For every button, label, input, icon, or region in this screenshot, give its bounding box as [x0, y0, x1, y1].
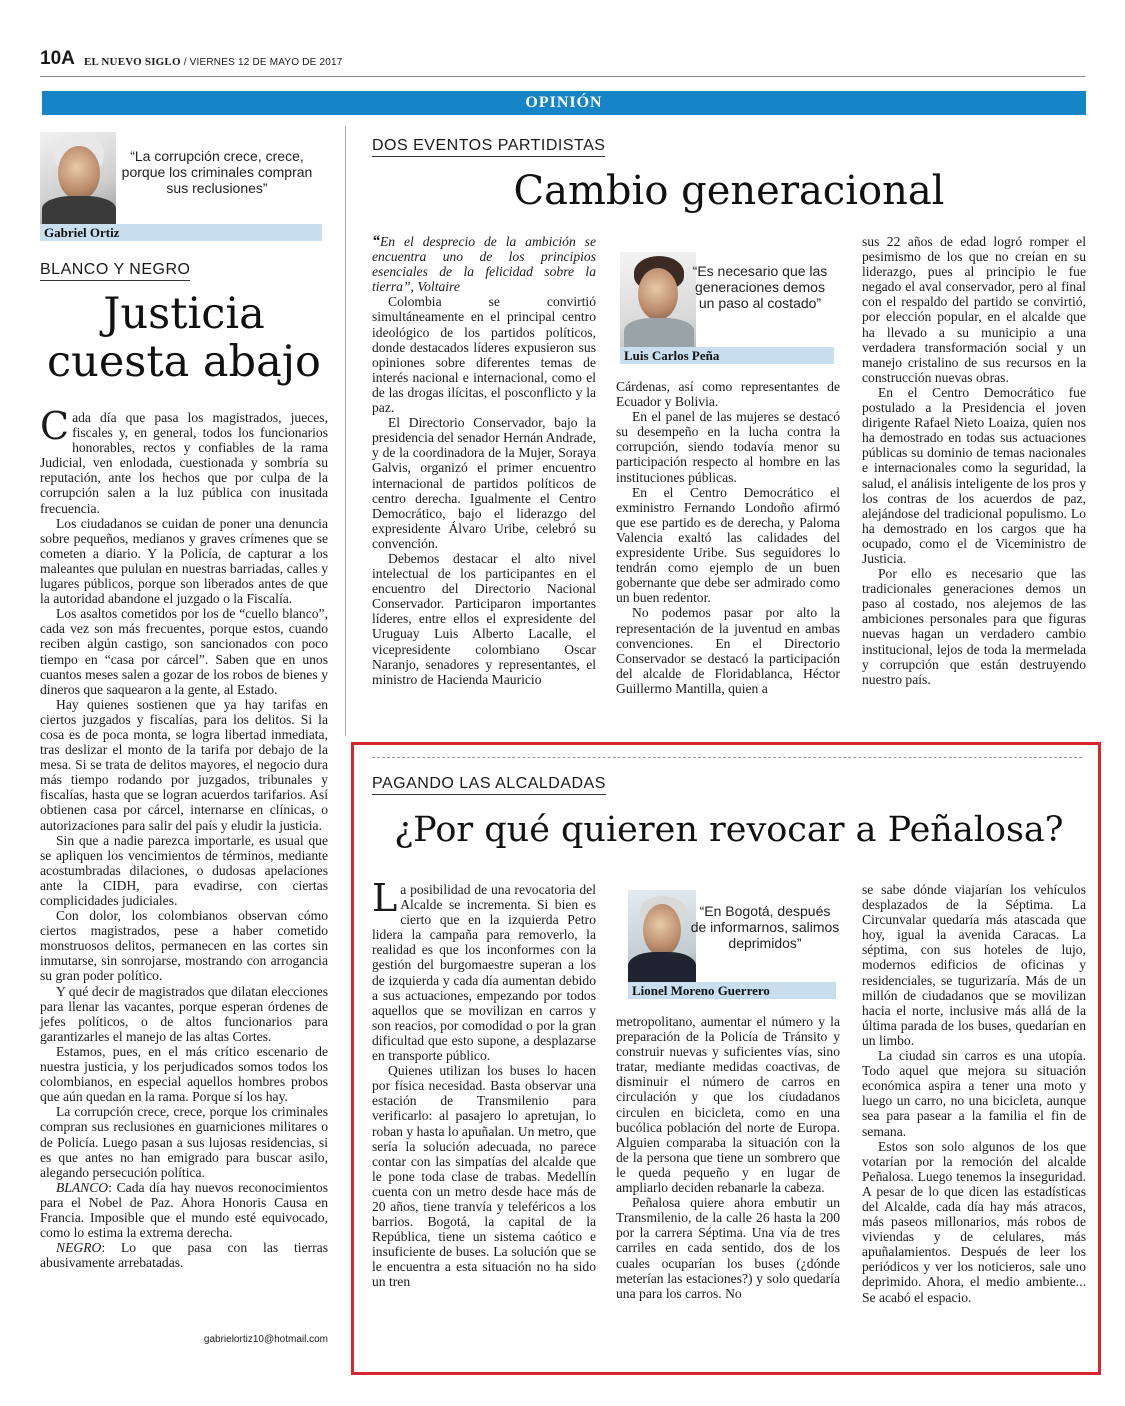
article-cambio-col1 — [372, 234, 596, 687]
paper-name: EL NUEVO SIGLO — [84, 56, 181, 68]
negro-text: : Lo que pasa con las tierras abusivamente arrebatadas. — [40, 1240, 328, 1271]
author-photo-luis — [620, 252, 696, 348]
negro-label: NEGRO — [56, 1240, 102, 1256]
paragraph: Con dolor, los colombianos observan cómo ciertos magistrados, pese a haber cometido monstruosos delitos, permanecen en las cortes sin inmutarse, sin sonrojarse, mostrando con arrogancia su gran poder político. — [40, 908, 328, 984]
shirt-shape — [624, 318, 694, 348]
paragraph: Los ciudadanos se cuidan de poner una denuncia sobre pequeños, medianos y graves crímenes que se cometen a diario. Y la Policía, de capturar a los maleantes que pululan en nuestras barriadas, calles y lugares públicos, porque son liberados antes de que la autoridad abandone el juzgado o la Fiscalía. — [40, 515, 328, 607]
paragraph: El Directorio Conservador, bajo la presidencia del senador Hernán Andrade, y de la coordinadora de la Mujer, Soraya Galvis, organizó el primer encuentro internacional de partidos políticos de centro derecha. Igualmente el Centro Democrático, bajo el liderazgo del expresidente Álvaro Uribe, celebró su convención. — [372, 415, 596, 551]
paragraph-blanco — [40, 1180, 328, 1240]
box-dashed-rule — [372, 757, 1082, 758]
paragraph: Debemos destacar el alto nivel intelectual de los participantes en el encuentro del Directorio Nacional Conservador. Participaron importantes líderes, entre ellos el expresidente del Uruguay Luis Alberto Lacalle, el vicepresidente colombiano Oscar Naranjo, senadores y representantes, el ministro de Hacienda Mauricio — [372, 550, 596, 687]
kicker-blanco-negro: BLANCO Y NEGRO — [40, 261, 190, 281]
paragraph: En el Centro Democrático fue postulado a la Presidencia el joven dirigente Rafael Nieto Loaiza, quien nos ha demostrado en todas sus actuaciones públicas su dominio de temas nacionales e internacionales como la seguridad, la salud, el análisis inteligente de los pros y los contras de los acuerdos de paz, alejándose del tradicional populismo. Lo ha demostrado en los cargos que ha ocupado, como el de Viceministro de Justicia. — [862, 384, 1086, 566]
paragraph: La corrupción crece, crece, porque los criminales compran sus reclusiones en guarniciones militares o de Policía. Luego pasan a sus lujosas residencias, si es que antes no han emigrado para buscar asilo, alegando persecución política. — [40, 1104, 328, 1180]
paragraph: No podemos pasar por alto la representación de la juventud en ambas convenciones. En el Directorio Conservador se destacó la participación del alcalde de Floridablanca, Héctor Guillermo Mantilla, quien a — [616, 605, 840, 696]
blanco-label: BLANCO — [56, 1179, 109, 1195]
paragraph: se sabe dónde viajarían los vehículos desplazados de la Séptima. La Circunvalar quedaría más atascada que hoy, igual la avenida Caracas. La séptima, con sus hoteles de lujo, modernos edificios de oficinas y residenciales, se tugurizaría. Más de un millón de ciudadanos que se movilizan hacia el norte, inclusive más allá de la última parada de los buses, quedarían en un limbo. — [862, 882, 1086, 1048]
author-email-link[interactable]: gabrielortiz10@hotmail.com — [203, 1334, 328, 1345]
paragraph: Colombia se convirtió simultáneamente en el principal centro ideológico de los partidos políticos, donde destacados líderes expusieron sus opiniones sobre diferentes temas de interés nacional e internacional, como el de las drogas ilícitas, el posconflicto y la paz. — [372, 294, 596, 416]
page-number: 10A — [40, 48, 75, 69]
face-shape — [643, 904, 681, 956]
epigraph-text: En el desprecio de la ambición se encuentra uno de los principios esenciales de la felicidad sobre la tierra”, Voltaire — [372, 234, 596, 295]
author-photo-lionel — [628, 890, 696, 982]
author-name-lionel: Lionel Moreno Guerrero — [628, 982, 836, 999]
masthead — [84, 56, 343, 68]
article-justicia-body — [40, 404, 328, 1271]
kicker-dos-eventos: DOS EVENTOS PARTIDISTAS — [372, 137, 605, 157]
dropcap: L — [372, 876, 398, 920]
paragraph: En el Centro Democrático el exministro Fernando Londoño afirmó que ese partido es de derecha, y Paloma Valencia exaltó las calidades del expresidente Uribe. Sus seguidores lo tendrán como ejemplo de un buen gobernante que debe ser admirado como un buen redentor. — [616, 484, 840, 606]
paragraph: Sin que a nadie parezca importarle, es usual que se apliquen los vencimientos de términos, mediante acostumbradas dilaciones, o dudosas apelaciones ante la CIDH, para evadirse, con ciertas complicidades judiciales. — [40, 832, 328, 908]
article-penalosa-col1 — [372, 876, 596, 1290]
paragraph — [40, 404, 328, 516]
paragraph-text: ada día que pasa los magistrados, jueces, fiscales y, en general, todos los funcionarios honorables, rectos y confiables de la rama Judicial, ven enlodada, cuestionada y sombría su reputación, ante los hechos que por culpa de la corrupción salen a la luz pública con inusitada frecuencia. — [40, 410, 328, 516]
article-penalosa-col2 — [616, 1014, 840, 1301]
face-shape — [58, 146, 100, 200]
paragraph: Estamos, pues, en el más crítico escenario de nuestra justicia, y los perjudicados somos todos los colombianos, en especial aquellos hombres probos que aún quedan en la rama. Porque sí los hay. — [40, 1043, 328, 1105]
author-photo-gabriel — [40, 132, 116, 224]
column-divider — [345, 126, 346, 736]
author-name-luis: Luis Carlos Peña — [620, 347, 834, 364]
dropcap: C — [40, 404, 70, 448]
headline-justicia-line2: cuesta abajo — [47, 337, 321, 387]
pull-quote-gabriel: “La corrupción crece, crece, porque los criminales compran sus reclusiones” — [121, 148, 313, 196]
headline-penalosa: ¿Por qué quieren revocar a Peñalosa? — [394, 810, 1064, 850]
face-shape — [638, 268, 678, 320]
headline-justicia-line1: Justicia — [103, 289, 265, 339]
header-rule — [40, 76, 1085, 77]
paragraph: Peñalosa quiere ahora embutir un Transmilenio, de la calle 26 hasta la 200 por la carrera Séptima. Una vía de tres carriles en cada sentido, dos de los cuales ocuparían los buses (¿dónde meterían las estaciones?) y solo quedaría una para los carros. No — [616, 1195, 840, 1301]
jacket-shape — [42, 196, 116, 224]
blanco-text: : Cada día hay nuevos reconocimientos para el Nobel de Paz. Ahora Honoris Causa en Francia. Imposible que el mundo esté equivocado, como lo estima la extrema derecha. — [40, 1179, 328, 1241]
epigraph-mark: “ — [372, 233, 380, 250]
author-name-gabriel: Gabriel Ortiz — [40, 224, 322, 241]
paragraph: Y qué decir de magistrados que dilatan elecciones para llenar las vacantes, porque esperan órdenes de jefes políticos, o de altos funcionarios para garantizarles el manejo de las altas Cortes. — [40, 983, 328, 1044]
paragraph: En el panel de las mujeres se destacó su desempeño en la lucha contra la corrupción, siendo todavía menor su participación respecto al hombre en las instituciones públicas. — [616, 409, 840, 485]
epigraph — [372, 234, 596, 294]
paragraph: Por ello es necesario que las tradicionales generaciones demos un paso al costado, nos alejemos de las ambiciones personales para que figuras nuevas hagan un verdadero cambio institucional, lejos de toda la mermelada y corrupción que están destruyendo nuestro país. — [862, 566, 1086, 687]
pull-quote-lionel: “En Bogotá, después de informarnos, salimos deprimidos” — [690, 903, 840, 951]
paragraph: Quienes utilizan los buses lo hacen por física necesidad. Basta observar una estación de Transmilenio para verificarlo: al pasajero lo apretujan, lo roban y hasta lo apuñalan. Un metro, que sería la solución adecuada, no parece contar con las simpatías del alcalde que le pone toda clase de trabas. Medellín cuenta con un metro desde hace más de 20 años, tiene tranvía y teleféricos a los barrios. Bogotá, la capital de la República, tiene un sistema caótico e insuficiente de buses. La solución que se le encuentra a esta situación no ha sido un tren — [372, 1063, 596, 1290]
section-bar: OPINIÓN — [42, 91, 1086, 115]
paragraph: Hay quienes sostienen que ya hay tarifas en ciertos juzgados y fiscalías, para los delitos. Si la cosa es de poca monta, se logra libertad inmediata, tras deslizar el monto de la tarifa por debajo de la mesa. Si se trata de delitos mayores, el negocio dura más tiempo rodando por juzgados, tribunales y fiscalías, hasta que se logran acuerdos tarifarios. Así obtienen casa por cárcel, internarse en clínicas, o autorizaciones para salir del país y eludir la justicia. — [40, 696, 328, 833]
pull-quote-luis: “Es necesario que las generaciones demos un paso al costado” — [692, 263, 828, 311]
paragraph: La ciudad sin carros es una utopía. Todo aquel que mejora su situación económica aspira a tener una moto y luego un carro, no una bicicleta, aunque sea para pasear a la familia el fin de semana. — [862, 1048, 1086, 1139]
paragraph-text: a posibilidad de una revocatoria del Alcalde se incrementa. Si bien es cierto que en la izquierda Petro lidera la campaña para removerlo, la realidad es que los inconformes con la gestión del burgomaestre superan a los de izquierda y cada día aumentan debido a sus actuaciones, empezando por todos aquellos que se movilizan en carros y son reacios, por comodidad o por la gran dificultad que esto supone, a desplazarse en transporte público. — [372, 882, 596, 1064]
paragraph: Cárdenas, así como representantes de Ecuador y Bolivia. — [616, 379, 840, 410]
paragraph — [372, 876, 596, 1064]
issue-date: / VIERNES 12 DE MAYO DE 2017 — [180, 57, 343, 68]
paragraph: metropolitano, aumentar el número y la preparación de la Policía de Tránsito y construir nuevas y suficientes vías, sino tratar, mediante medidas coactivas, de disminuir el número de carros en circulación y que los ciudadanos circulen en bicicleta, como en una bucólica población del norte de Europa. Alguien comparaba la situación con la de la persona que tiene un sombrero que le queda pequeño y en lugar de ampliarlo deciden rebanarle la cabeza. — [616, 1014, 840, 1196]
kicker-pagando-alcaldadas: PAGANDO LAS ALCALDADAS — [372, 775, 606, 795]
article-cambio-col2 — [616, 379, 840, 696]
paragraph-negro — [40, 1240, 328, 1270]
paragraph: Los asaltos cometidos por los de “cuello blanco”, cada vez son más frecuentes, porque estos, cuando reciben algún castigo, son sancionados con poco tiempo en “casa por cárcel”. Saben que en unos cuantos meses salen a gozar de los robos de bienes y dineros que saquearon a la gente, al Estado. — [40, 606, 328, 697]
paragraph: sus 22 años de edad logró romper el pesimismo de los que no creían en su liderazgo, pues al principio le fue negado el aval conservador, pero al final con el respaldo del partido se convirtió, por elección popular, en el alcalde que ha llevado a su municipio a una verdadera transformación social y un manejo cristalino de sus recursos en la construcción nuevas obras. — [862, 234, 1086, 385]
headline-cambio-generacional: Cambio generacional — [513, 168, 945, 214]
headline-justicia — [40, 290, 328, 386]
paragraph: Estos son solo algunos de los que votarían por la remoción del alcalde Peñalosa. Luego tenemos la inseguridad. A pesar de lo que dicen las estadísticas del Alcalde, cada día hay más atracos, más paseos millonarios, más robos de viviendas y de celulares, más apuñalamientos. Después de leer los periódicos y ver los noticieros, sale uno deprimido. Ahora, el medio ambiente... Se acabó el espacio. — [862, 1138, 1086, 1305]
article-cambio-col3 — [862, 234, 1086, 687]
suit-shape — [628, 952, 696, 982]
article-penalosa-col3 — [862, 882, 1086, 1305]
